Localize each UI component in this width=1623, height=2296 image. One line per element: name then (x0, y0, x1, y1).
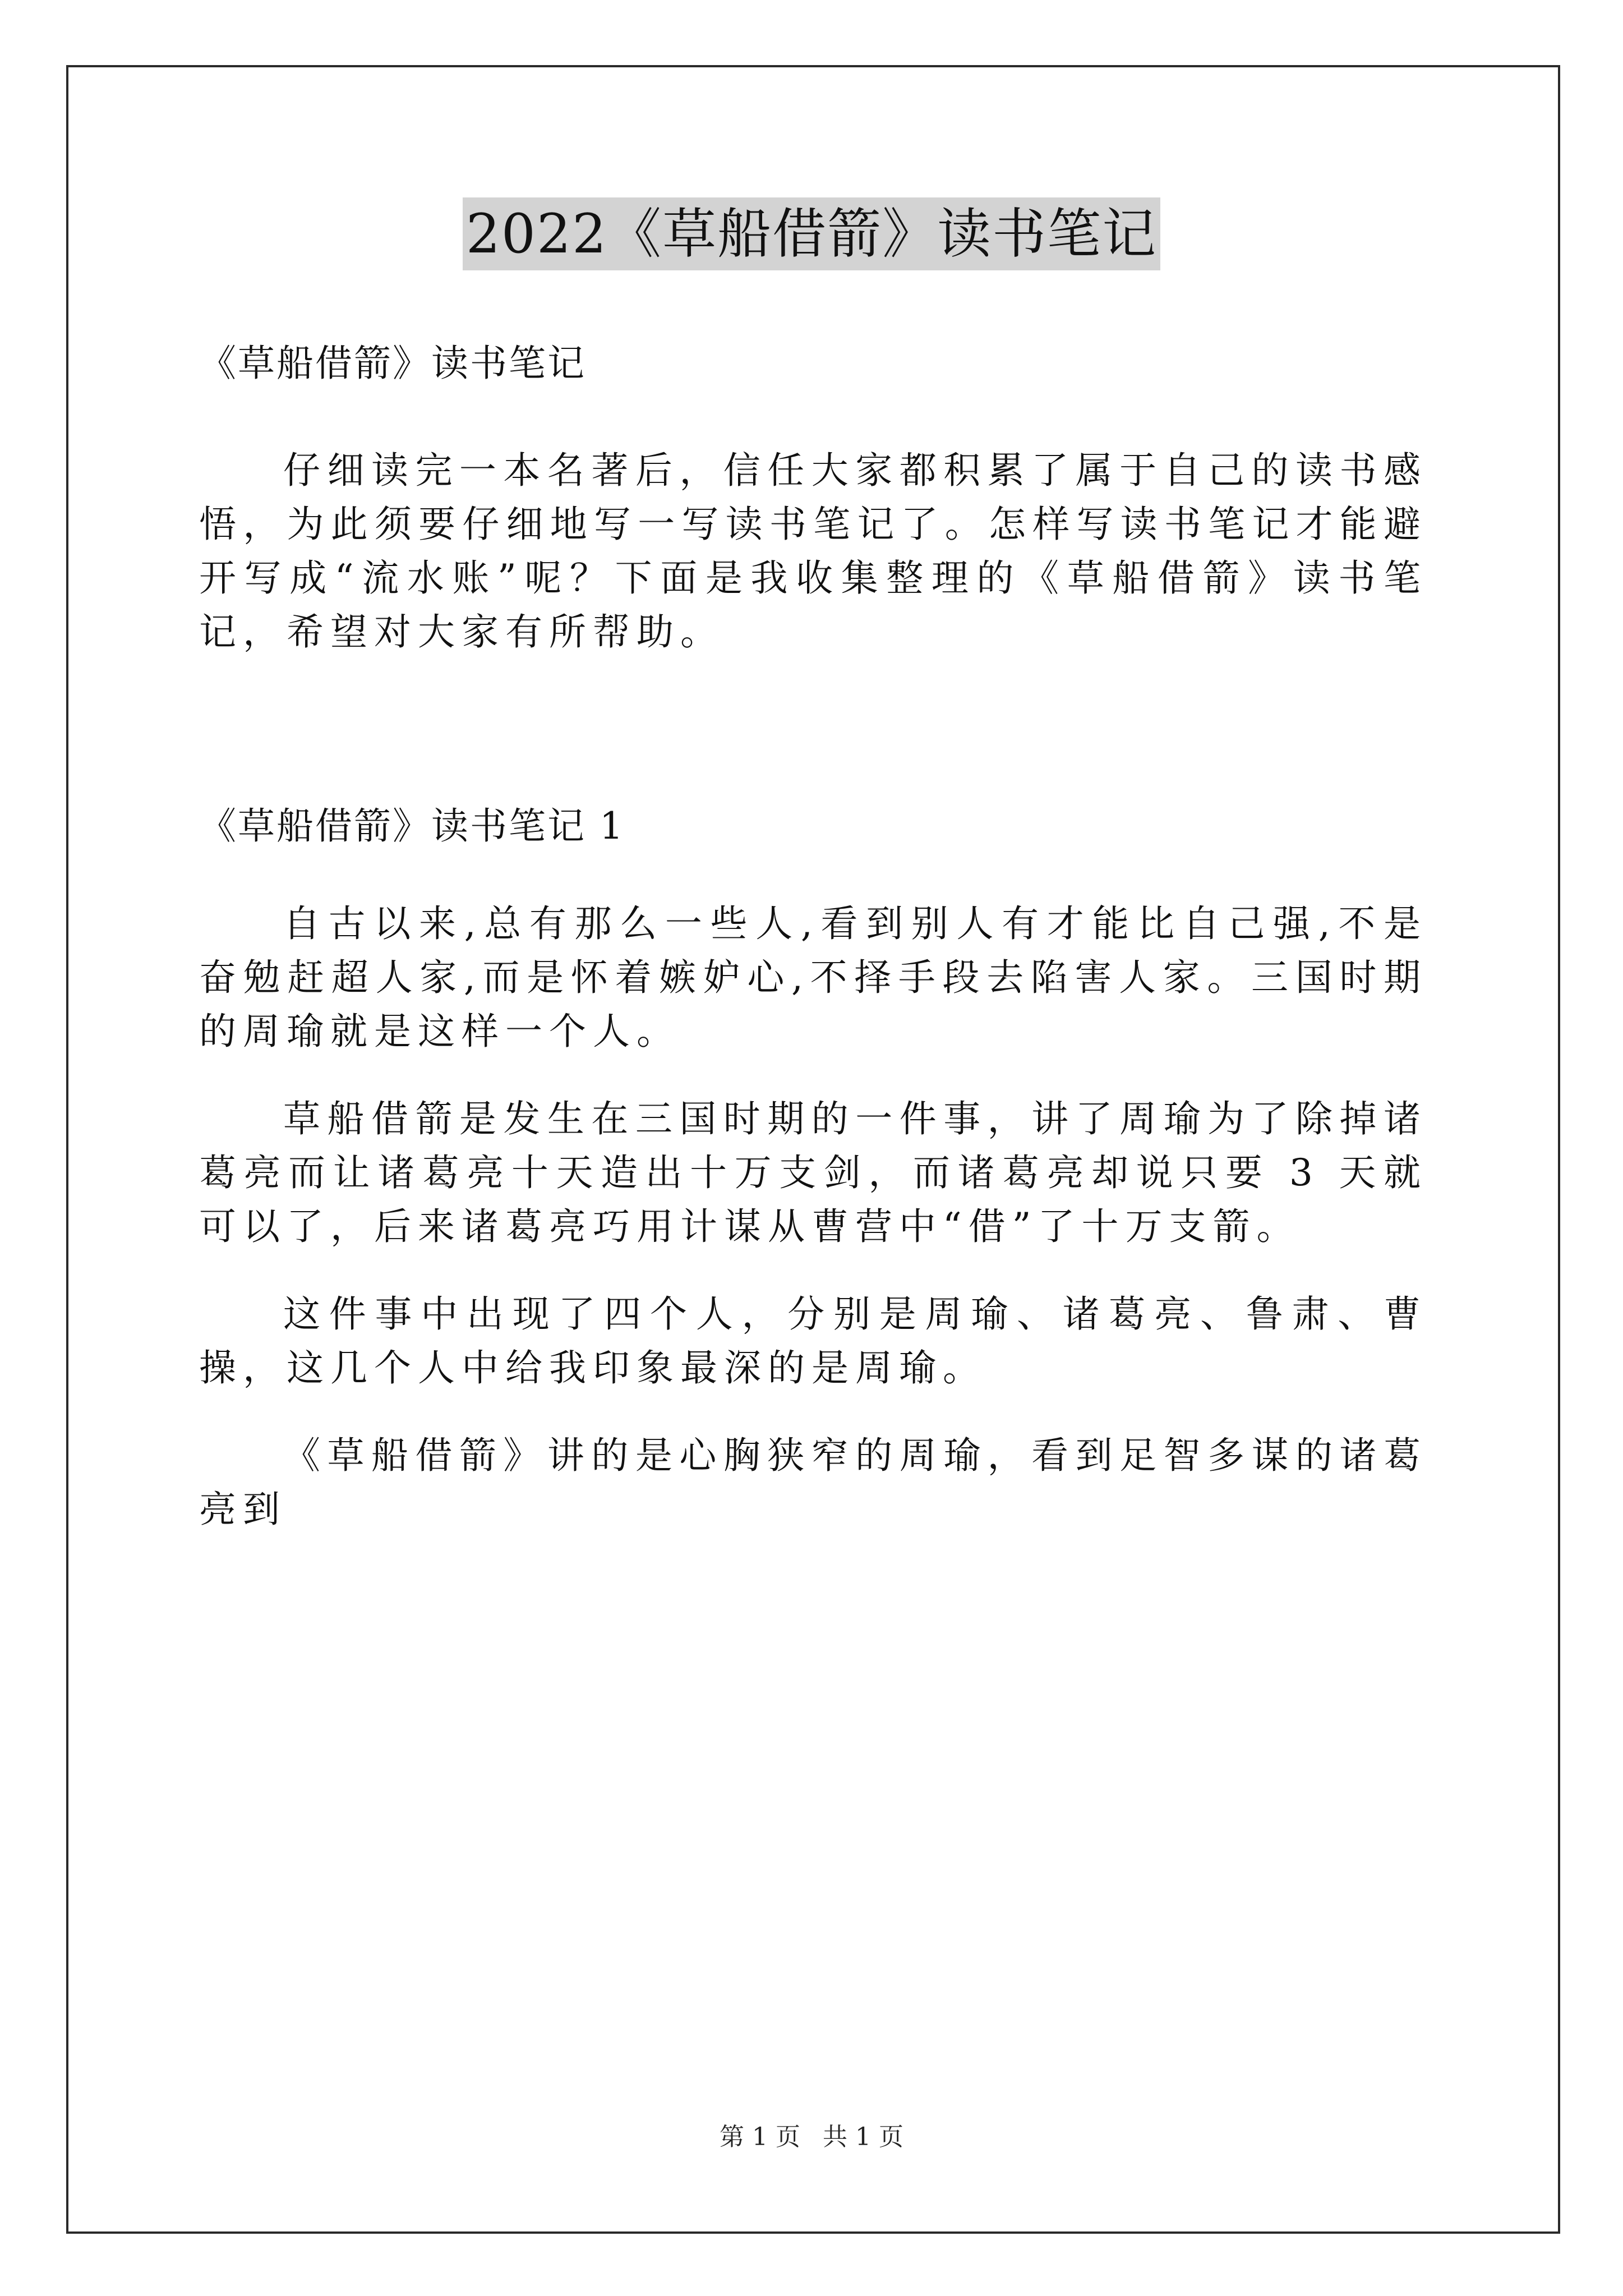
page-total: 共 1 页 (823, 2123, 903, 2151)
section-heading: 《草船借箭》读书笔记 1 (199, 804, 625, 848)
body-paragraph: 这件事中出现了四个人，分别是周瑜、诸葛亮、鲁肃、曹操，这几个人中给我印象最深的是周瑜。 (199, 1292, 1427, 1389)
document-title: 2022《草船借箭》读书笔记 (463, 197, 1160, 270)
body-paragraph: 《草船借箭》讲的是心胸狭窄的周瑜，看到足智多谋的诸葛亮到 (199, 1434, 1427, 1531)
intro-paragraph: 仔细读完一本名著后，信任大家都积累了属于自己的读书感悟，为此须要仔细地写一写读书笔记了。怎样写读书笔记才能避开写成“流水账”呢？下面是我收集整理的《草船借箭》读书笔记，希望对大家有所帮助。 (199, 449, 1427, 654)
intro-heading: 《草船借箭》读书笔记 (199, 342, 586, 385)
body-paragraph: 自古以来,总有那么一些人,看到别人有才能比自己强,不是奋勉赶超人家,而是怀着嫉妒心,不择手段去陷害人家。三国时期的周瑜就是这样一个人。 (199, 902, 1427, 1053)
body-paragraph: 草船借箭是发生在三国时期的一件事，讲了周瑜为了除掉诸葛亮而让诸葛亮十天造出十万支剑，而诸葛亮却说只要 3 天就可以了，后来诸葛亮巧用计谋从曹营中“借”了十万支箭。 (199, 1097, 1427, 1248)
title-container (0, 197, 1623, 270)
page-number: 第 1 页 (720, 2123, 800, 2151)
document-body (199, 337, 1427, 1536)
page-footer (0, 2120, 1623, 2154)
